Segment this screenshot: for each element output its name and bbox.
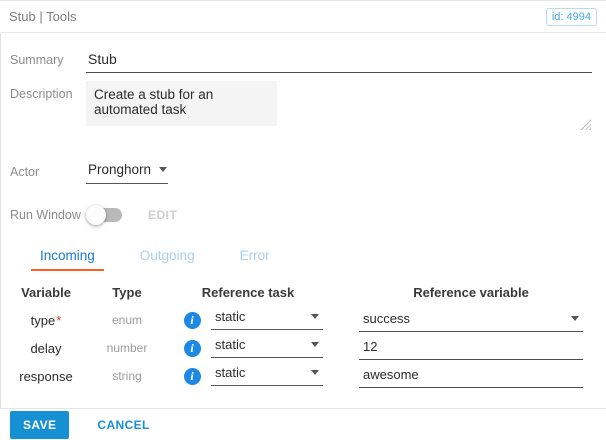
resize-grip-icon[interactable]	[580, 119, 591, 130]
tab-outgoing[interactable]: Outgoing	[139, 248, 195, 263]
actor-select-value: Pronghorn	[88, 162, 152, 177]
reference-task-select[interactable]	[211, 307, 323, 333]
chevron-down-icon	[311, 342, 319, 347]
run-window-row	[10, 208, 592, 222]
description-label: Description	[10, 87, 73, 101]
dialog-footer	[0, 408, 606, 440]
toggle-knob	[86, 205, 106, 225]
variable-tabs	[31, 248, 592, 271]
reference-variable-input[interactable]	[359, 365, 583, 388]
col-header-reference-variable: Reference variable	[413, 285, 529, 300]
variable-type: number	[106, 341, 148, 355]
variable-name: delay	[30, 340, 62, 356]
info-icon-glyph: i	[184, 368, 201, 385]
cancel-button[interactable]: CANCEL	[97, 417, 150, 432]
id-badge: id: 4994	[546, 8, 597, 26]
chevron-down-icon	[571, 316, 579, 321]
chevron-down-icon	[311, 314, 319, 319]
variables-table	[11, 285, 592, 390]
save-button[interactable]: SAVE	[10, 411, 69, 439]
info-icon-glyph: i	[184, 340, 201, 357]
reference-variable-input[interactable]	[359, 337, 583, 360]
info-icon-glyph: i	[184, 312, 201, 329]
col-header-variable: Variable	[21, 285, 71, 300]
reference-task-value: static	[215, 309, 246, 324]
info-icon[interactable]	[173, 362, 211, 390]
info-icon[interactable]	[173, 334, 211, 362]
required-asterisk: *	[56, 312, 62, 328]
summary-input[interactable]	[86, 47, 592, 73]
reference-variable-value: success	[363, 310, 410, 326]
variable-name	[11, 306, 81, 334]
description-field-wrap	[86, 81, 592, 131]
description-row	[10, 81, 592, 131]
dialog-body	[0, 33, 606, 408]
actor-row	[10, 159, 592, 184]
summary-row	[10, 47, 592, 73]
description-textarea[interactable]	[86, 81, 277, 126]
run-window-label: Run Window	[10, 208, 81, 222]
reference-variable-select[interactable]	[359, 309, 583, 332]
reference-task-value: static	[215, 337, 246, 352]
reference-task-select[interactable]	[211, 335, 323, 361]
info-icon[interactable]	[173, 306, 211, 334]
col-header-reference-task: Reference task	[201, 285, 295, 300]
tab-error[interactable]: Error	[239, 248, 270, 263]
reference-variable-input-wrap	[359, 365, 583, 388]
reference-variable-input-wrap	[359, 337, 583, 360]
variable-type: enum	[111, 313, 143, 327]
variable-name: response	[19, 368, 73, 384]
dialog-header	[0, 1, 606, 33]
run-window-edit-button[interactable]: EDIT	[148, 208, 178, 222]
page-title: Stub | Tools	[9, 9, 77, 24]
chevron-down-icon	[159, 167, 167, 172]
run-window-toggle[interactable]	[88, 208, 122, 222]
actor-label: Actor	[10, 165, 40, 179]
summary-label: Summary	[10, 53, 64, 67]
chevron-down-icon	[311, 370, 319, 375]
col-header-type: Type	[112, 285, 142, 300]
variable-name-text: type	[30, 312, 56, 328]
actor-select[interactable]	[86, 159, 168, 184]
reference-task-select[interactable]	[211, 363, 323, 389]
variable-type: string	[112, 369, 142, 383]
tab-incoming[interactable]: Incoming	[31, 248, 104, 271]
reference-task-value: static	[215, 365, 246, 380]
